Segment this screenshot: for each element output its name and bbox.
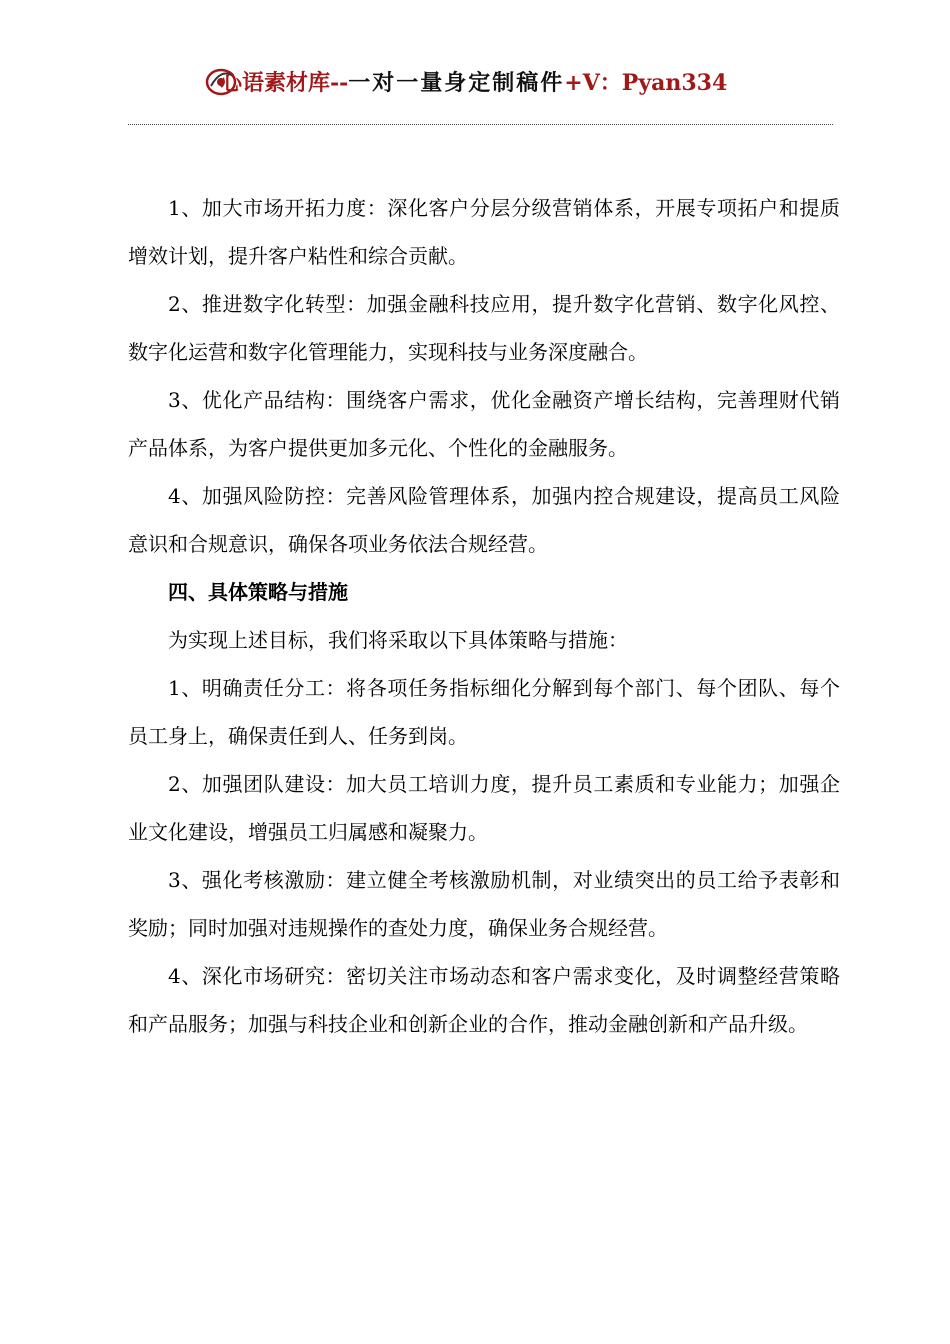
paragraph: 2、推进数字化转型：加强金融科技应用，提升数字化营销、数字化风控、数字化运营和数字化管理能力，实现科技与业务深度融合。 xyxy=(128,292,840,364)
header-contact: +V：Pyan334 xyxy=(564,70,728,96)
header-title xyxy=(220,68,727,98)
header-separator: -- xyxy=(330,70,349,96)
header-brand: 心语素材库 xyxy=(220,70,331,96)
header-tagline: 一对一量身定制稿件 xyxy=(348,70,565,96)
paragraph: 3、优化产品结构：围绕客户需求，优化金融资产增长结构，完善理财代销产品体系，为客户提供更加多元化、个性化的金融服务。 xyxy=(128,388,840,460)
paragraph: 3、强化考核激励：建立健全考核激励机制，对业绩突出的员工给予表彰和奖励；同时加强对违规操作的查处力度，确保业务合规经营。 xyxy=(128,868,840,940)
intro-paragraph: 为实现上述目标，我们将采取以下具体策略与措施： xyxy=(168,628,628,652)
paragraph: 4、深化市场研究：密切关注市场动态和客户需求变化，及时调整经营策略和产品服务；加强与科技企业和创新企业的合作，推动金融创新和产品升级。 xyxy=(128,964,840,1036)
section-heading: 四、具体策略与措施 xyxy=(168,580,348,604)
paragraph: 2、加强团队建设：加大员工培训力度，提升员工素质和专业能力；加强企业文化建设，增强员工归属感和凝聚力。 xyxy=(128,772,840,844)
paragraph: 1、明确责任分工：将各项任务指标细化分解到每个部门、每个团队、每个员工身上，确保责任到人、任务到岗。 xyxy=(128,676,840,748)
paragraph: 4、加强风险防控：完善风险管理体系，加强内控合规建设，提高员工风险意识和合规意识，确保各项业务依法合规经营。 xyxy=(128,484,840,556)
page-header xyxy=(0,62,950,102)
header-divider xyxy=(128,124,833,125)
document-body xyxy=(128,184,840,1048)
paragraph: 1、加大市场开拓力度：深化客户分层分级营销体系，开展专项拓户和提质增效计划，提升客户粘性和综合贡献。 xyxy=(128,196,840,268)
